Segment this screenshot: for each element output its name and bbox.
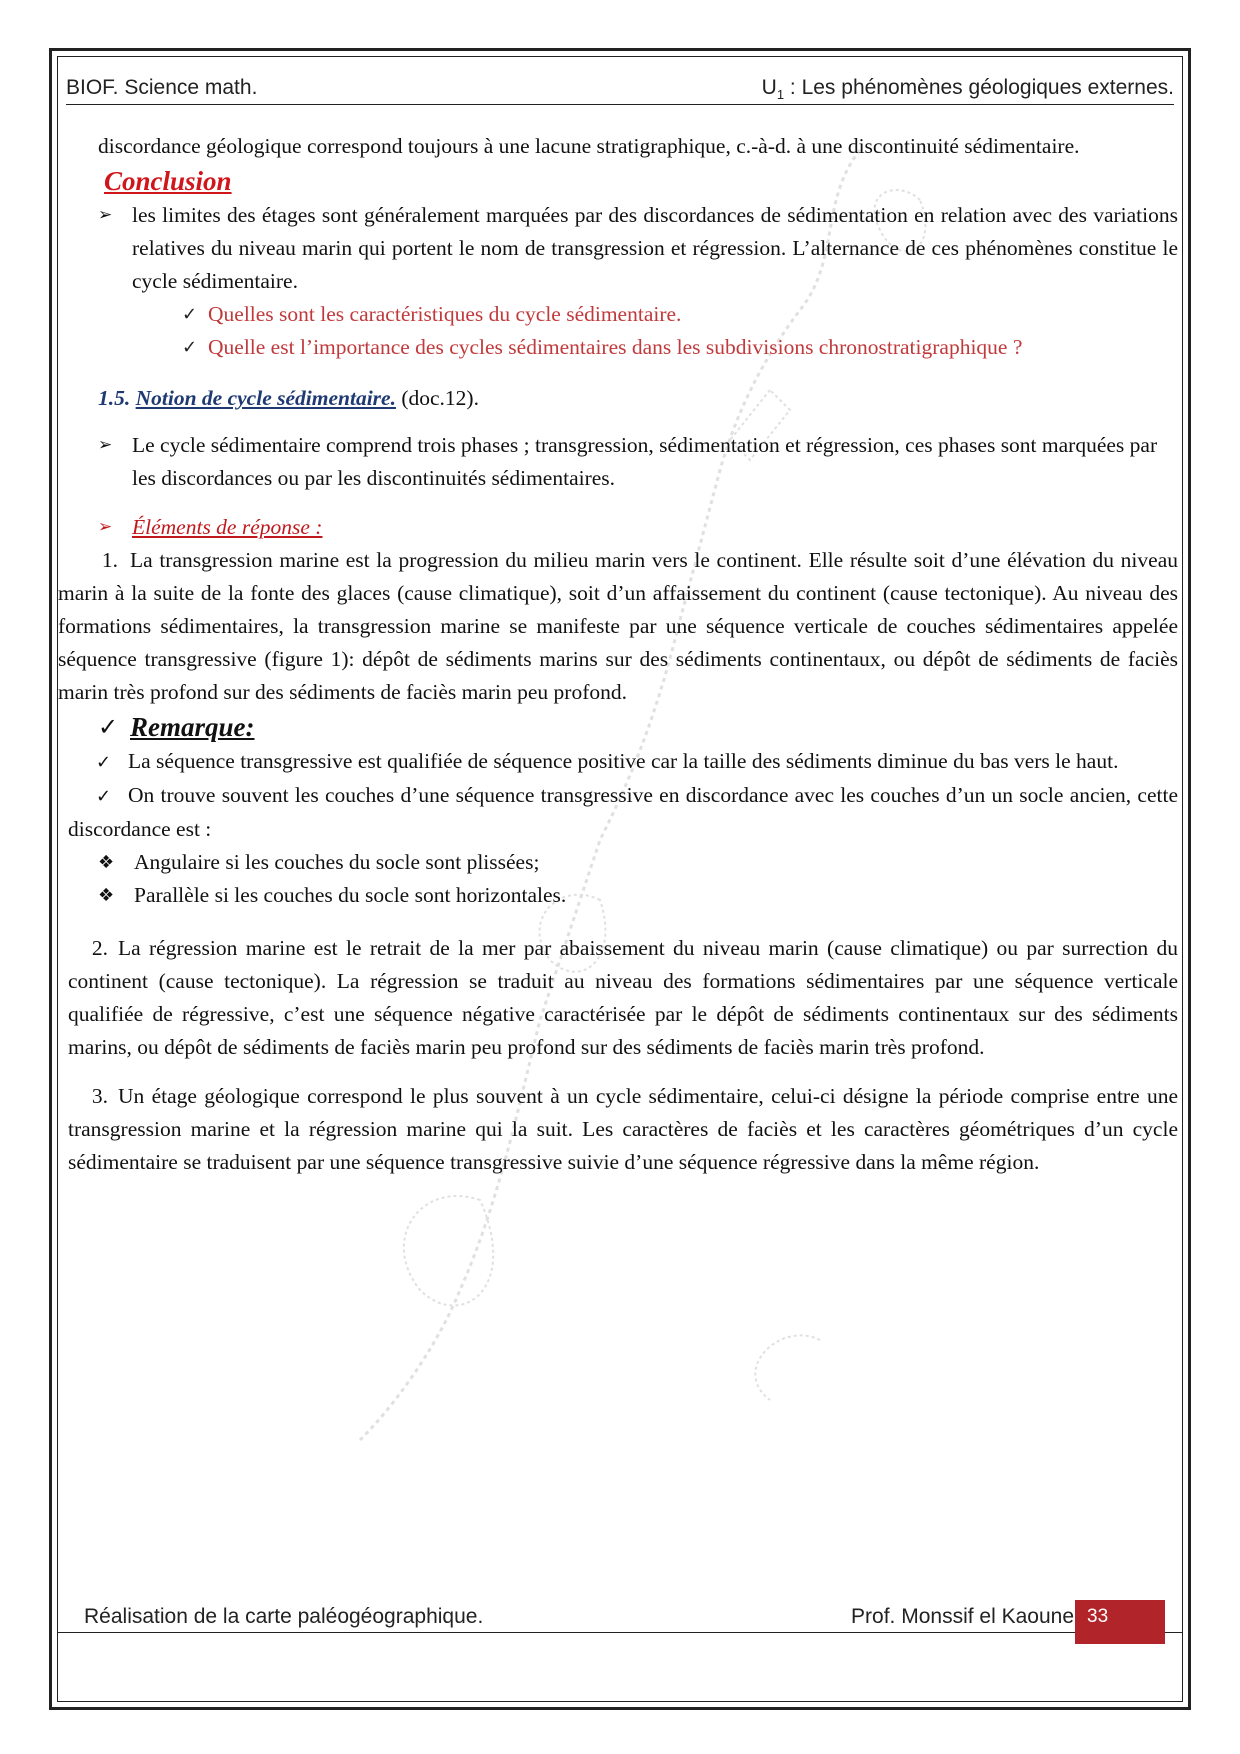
check-bullet-icon: ✓ <box>182 337 198 358</box>
conclusion-title: Conclusion <box>104 166 232 196</box>
remarque-text: On trouve souvent les couches d’une séquence transgressive en discordance avec les couches d’un un socle ancien, cette discordance est : <box>68 783 1178 841</box>
sub-item <box>58 846 1182 879</box>
arrow-bullet-icon: ➢ <box>98 205 113 225</box>
section-heading <box>58 382 1182 415</box>
point-text: La régression marine est le retrait de la mer par abaissement du niveau marin (cause climatique) ou par surrection du continent (cause tectonique). La régression se traduit au niveau des formations sédimentaires par une séquence verticale qualifiée de régressive, c’est une séquence négative caractérisée par le dépôt de sédiments continentaux sur des sédiments marins, ou dépôt de sédiments de faciès marin peu profond sur des sédiments de faciès marin très profond. <box>68 936 1178 1059</box>
remarque-title: Remarque: <box>130 712 255 742</box>
check-bullet-icon: ✓ <box>98 713 119 741</box>
arrow-bullet-icon: ➢ <box>98 517 113 537</box>
conclusion-item <box>58 199 1182 298</box>
question-text: Quelle est l’importance des cycles sédimentaires dans les subdivisions chronostratigraphique ? <box>208 335 1023 359</box>
section-ref: (doc.12). <box>395 386 479 410</box>
conclusion-text: les limites des étages sont généralement marquées par des discordances de sédimentation en relation avec des variations relatives du niveau marin qui portent le nom de transgression et régression. L’alternance de ces phénomènes constitue le cycle sédimentaire. <box>132 203 1178 293</box>
page-number-badge: 33 <box>1075 1600 1165 1644</box>
point-2 <box>58 932 1182 1064</box>
check-bullet-icon: ✓ <box>96 786 112 807</box>
diamond-bullet-icon: ❖ <box>98 885 115 906</box>
point-text: Un étage géologique correspond le plus souvent à un cycle sédimentaire, celui-ci désigne la période comprise entre une transgression marine et la régression marine qui la suit. Les caractères de faciès et les caractères géométriques d’un cycle sédimentaire se traduisent par une séquence transgressive suivie d’une séquence régressive dans la même région. <box>68 1084 1178 1174</box>
section-title: Notion de cycle sédimentaire. <box>135 386 396 410</box>
point-number: 1. <box>101 548 118 572</box>
intro-paragraph: discordance géologique correspond toujours à une lacune stratigraphique, c.-à-d. à une discontinuité sédimentaire. <box>98 134 1080 158</box>
remarque-item <box>58 779 1182 846</box>
elements-title: Éléments de réponse : <box>132 515 323 539</box>
elements-heading <box>58 511 1182 544</box>
arrow-bullet-icon: ➢ <box>98 435 113 455</box>
header-left: BIOF. Science math. <box>66 76 258 99</box>
remarque-text: La séquence transgressive est qualifiée de séquence positive car la taille des sédiments diminue du bas vers le haut. <box>128 749 1119 773</box>
section-text: Le cycle sédimentaire comprend trois phases ; transgression, sédimentation et régression, ces phases sont marquées par les discordances ou par les discontinuités sédimentaires. <box>132 433 1158 490</box>
check-bullet-icon: ✓ <box>182 304 198 325</box>
footer-divider <box>57 1632 1183 1633</box>
point-3 <box>58 1080 1182 1179</box>
sub-item-text: Parallèle si les couches du socle sont horizontales. <box>134 883 567 907</box>
section-item <box>58 429 1182 495</box>
point-number: 2. <box>91 936 108 960</box>
remarque-item <box>58 745 1182 779</box>
point-1 <box>58 544 1182 709</box>
sub-item-text: Angulaire si les couches du socle sont plissées; <box>134 850 540 874</box>
header-right: $U_1$ : Les phénomènes géologiques externes. <box>761 76 1174 103</box>
footer-right: Prof. Monssif el Kaoune <box>851 1605 1074 1628</box>
question-text: Quelles sont les caractéristiques du cycle sédimentaire. <box>208 302 682 326</box>
page-content <box>58 130 1182 1179</box>
section-number: 1.5. <box>98 386 131 410</box>
sub-item <box>58 879 1182 912</box>
page-header <box>66 76 1174 105</box>
page-footer <box>84 1605 1074 1629</box>
remarque-heading <box>58 709 1182 745</box>
question-item <box>58 298 1182 331</box>
footer-left: Réalisation de la carte paléogéographique. <box>84 1605 484 1628</box>
point-text: La transgression marine est la progression du milieu marin vers le continent. Elle résulte soit d’une élévation du niveau marin à la suite de la fonte des glaces (cause climatique), soit d’un affaissement du continent (cause tectonique). Au niveau des formations sédimentaires, la transgression marine se manifeste par une séquence verticale de couches sédimentaires appelée séquence transgressive (figure 1): dépôt de sédiments marins sur des sédiments continentaux, ou dépôt de sédiments de faciès marin très profond sur des sédiments de faciès marin peu profond. <box>58 548 1178 704</box>
diamond-bullet-icon: ❖ <box>98 852 115 873</box>
check-bullet-icon: ✓ <box>96 752 112 773</box>
point-number: 3. <box>91 1084 108 1108</box>
question-item <box>58 331 1182 364</box>
